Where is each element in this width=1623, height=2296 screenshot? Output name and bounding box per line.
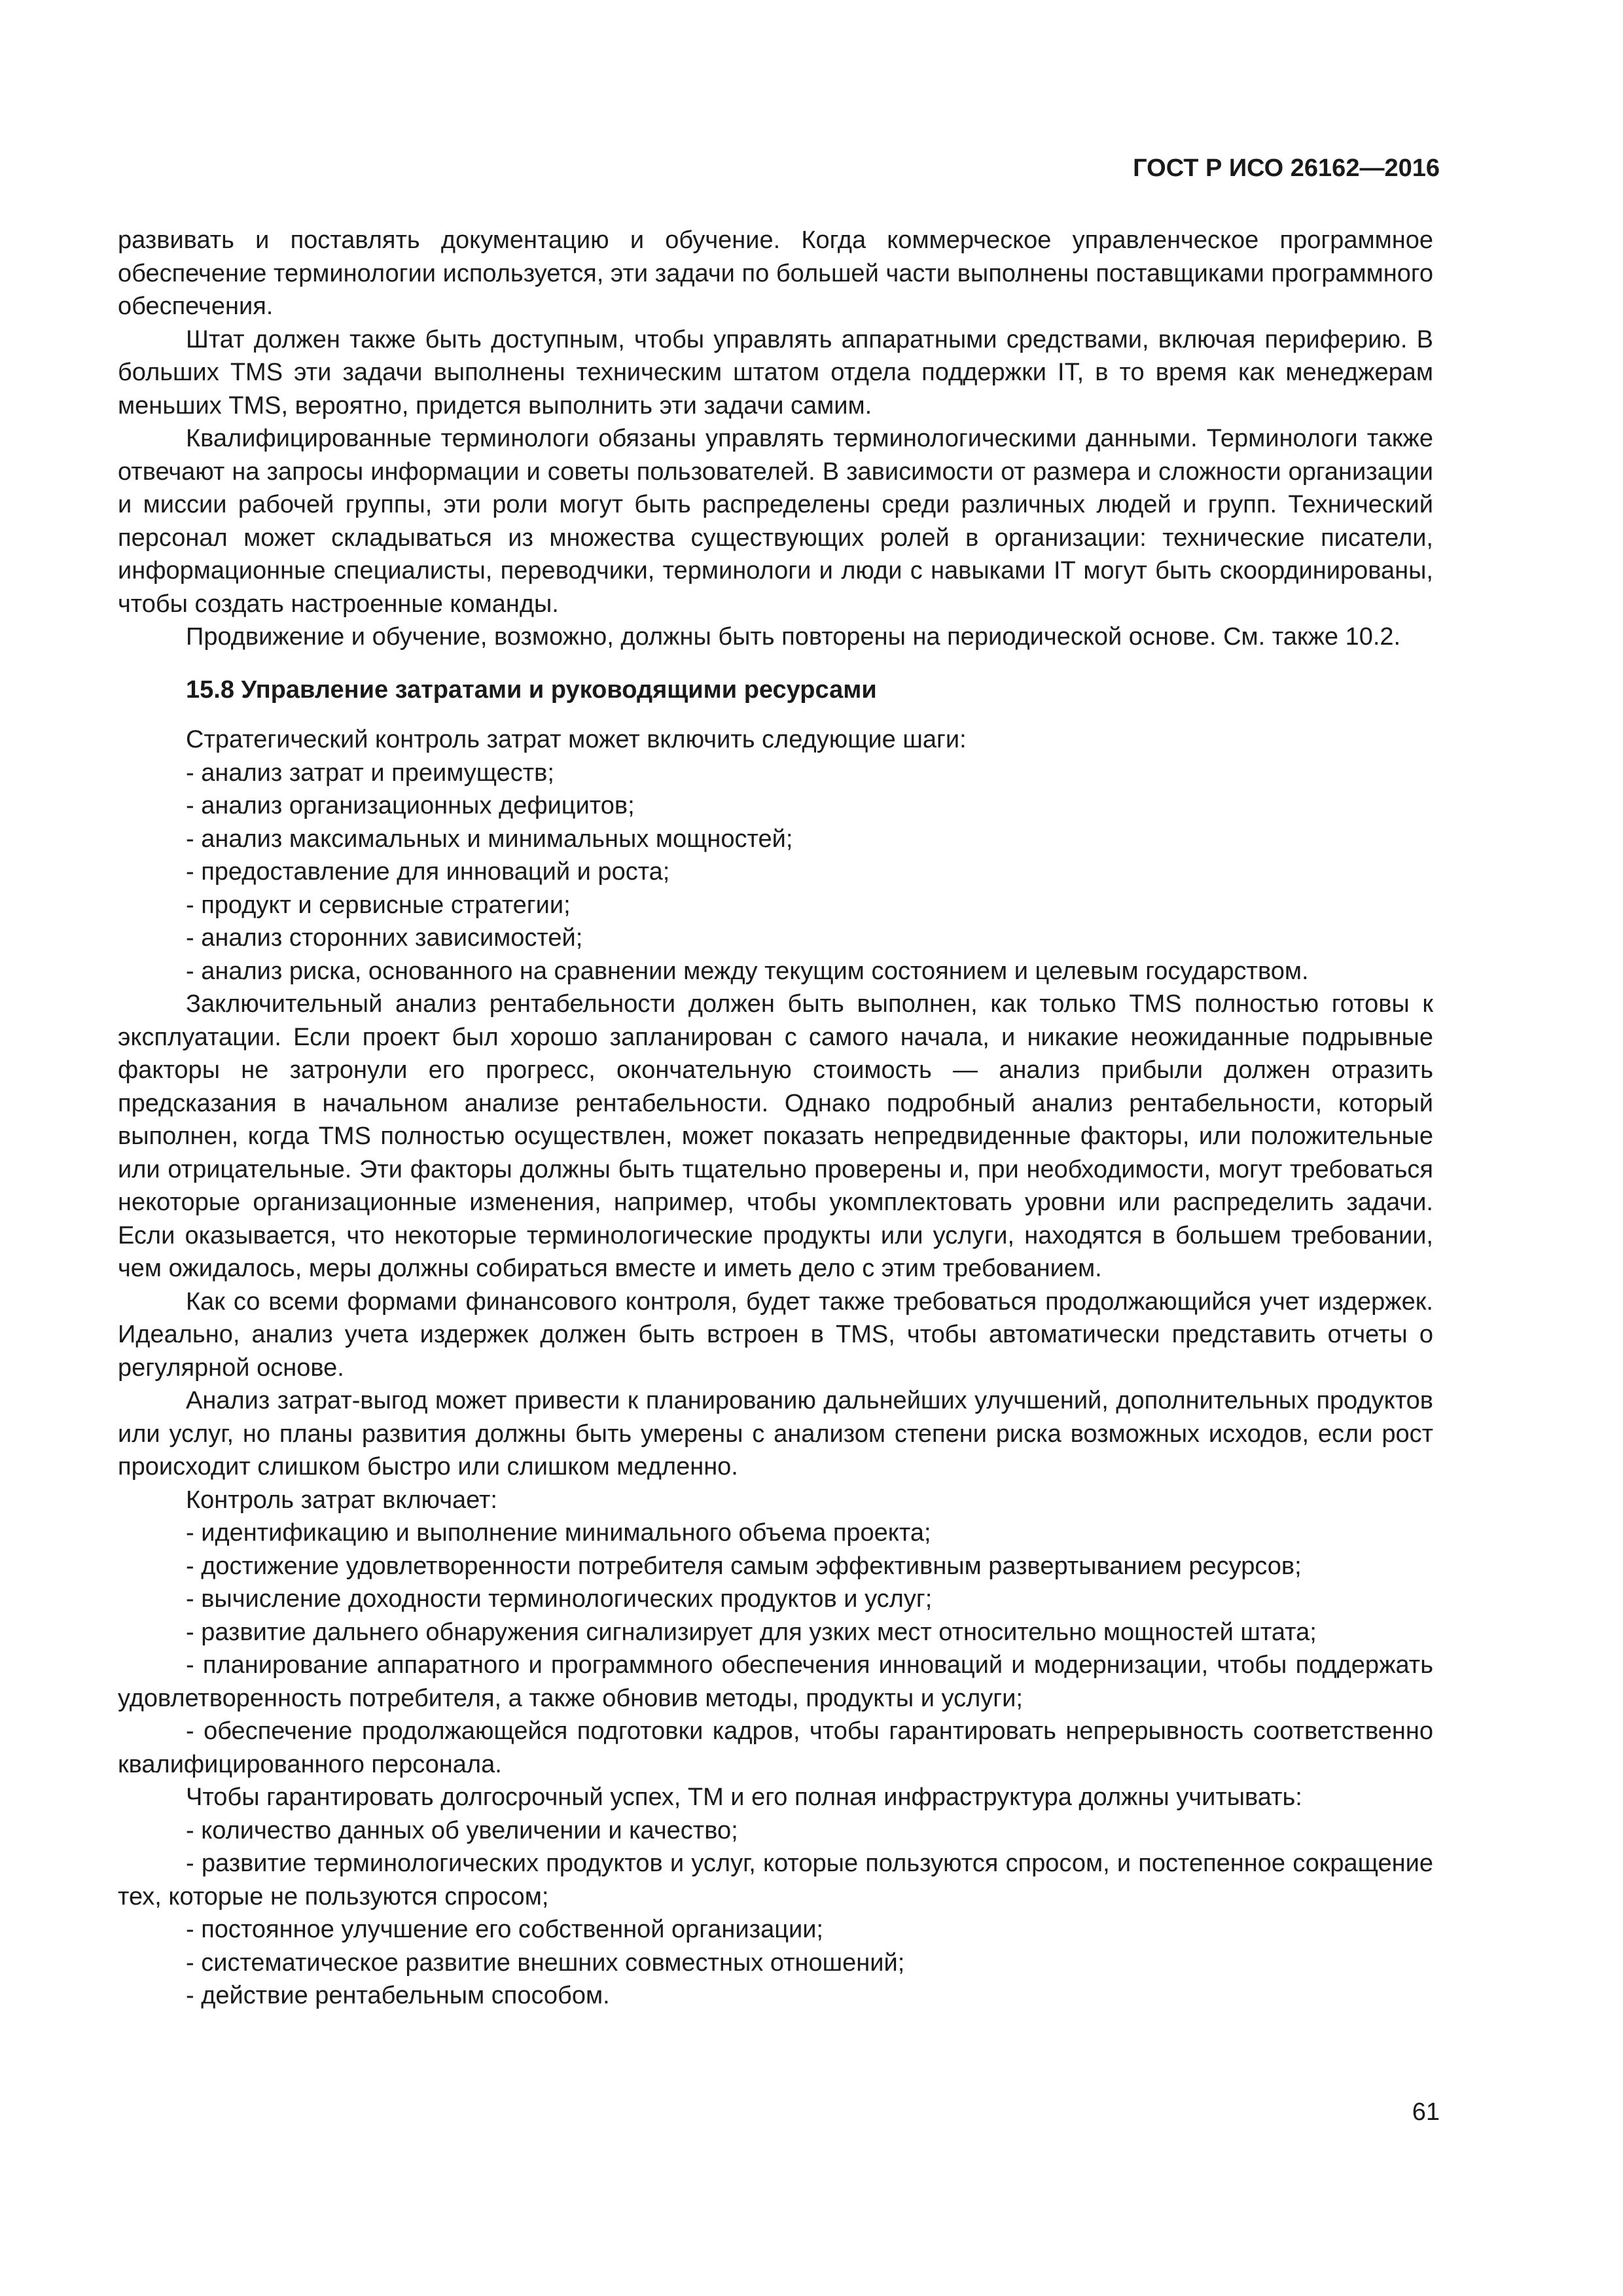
paragraph: Штат должен также быть доступным, чтобы управлять аппаратными средствами, включая периферию. В больших TMS эти задачи выполнены техническим штатом отдела поддержки IT, в то время как менеджерам меньших TMS, вероятно, придется выполнить эти задачи самим. xyxy=(118,325,1433,420)
section-body xyxy=(118,723,1433,2013)
list-item: - вычисление доходности терминологических продуктов и услуг; xyxy=(186,1585,933,1613)
document-id: ГОСТ Р ИСО 26162—2016 xyxy=(1133,154,1440,182)
list-item: - анализ сторонних зависимостей; xyxy=(186,924,583,952)
list-item: - обеспечение продолжающейся подготовки кадров, чтобы гарантировать непрерывность соответственно квалифицированного персонала. xyxy=(118,1717,1433,1778)
list-item: - планирование аппаратного и программного обеспечения инноваций и модернизации, чтобы поддержать удовлетворенность потребителя, а также обновив методы, продукты и услуги; xyxy=(118,1651,1433,1712)
paragraph: Продвижение и обучение, возможно, должны быть повторены на периодической основе. См. также 10.2. xyxy=(186,623,1401,651)
list-item: - предоставление для инноваций и роста; xyxy=(186,858,670,886)
list-item: - развитие дальнего обнаружения сигнализирует для узких мест относительно мощностей штата; xyxy=(186,1618,1317,1646)
list-item: - развитие терминологических продуктов и услуг, которые пользуются спросом, и постепенное сокращение тех, которые не пользуются спросом; xyxy=(118,1850,1433,1910)
paragraph: Заключительный анализ рентабельности должен быть выполнен, как только TMS полностью готовы к эксплуатации. Если проект был хорошо запланирован с самого начала, и никакие неожиданные подрывные факторы не затронули его прогресс, окончательную стоимость — анализ прибыли должен отразить предсказания в начальном анализе рентабельности. Однако подробный анализ рентабельности, который выполнен, когда TMS полностью осуществлен, может показать непредвиденные факторы, или положительные или отрицательные. Эти факторы должны быть тщательно проверены и, при необходимости, могут требоваться некоторые организационные изменения, например, чтобы укомплектовать уровни или распределить задачи. Если оказывается, что некоторые терминологические продукты или услуги, находятся в большем требовании, чем ожидалось, меры должны собираться вместе и иметь дело с этим требованием. xyxy=(118,990,1433,1282)
section-heading: 15.8 Управление затратами и руководящими ресурсами xyxy=(186,675,877,704)
list-item: - анализ риска, основанного на сравнении между текущим состоянием и целевым государством. xyxy=(186,957,1309,985)
paragraph: Как со всеми формами финансового контроля, будет также требоваться продолжающийся учет издержек. Идеально, анализ учета издержек должен быть встроен в TMS, чтобы автоматически представить отчеты о регулярной основе. xyxy=(118,1287,1433,1382)
list-item: - анализ организационных дефицитов; xyxy=(186,792,635,819)
page-content xyxy=(118,224,1433,2013)
list-item: - анализ затрат и преимуществ; xyxy=(186,759,554,787)
intro-block xyxy=(118,224,1433,654)
list-item: - количество данных об увеличении и качество; xyxy=(186,1816,738,1844)
paragraph: развивать и поставлять документацию и обучение. Когда коммерческое управленческое программное обеспечение терминологии используется, эти задачи по большей части выполнены поставщиками программного обеспечения. xyxy=(118,226,1433,320)
paragraph: Чтобы гарантировать долгосрочный успех, ТМ и его полная инфраструктура должны учитывать: xyxy=(186,1784,1302,1811)
paragraph: Контроль затрат включает: xyxy=(186,1486,497,1514)
list-item: - анализ максимальных и минимальных мощностей; xyxy=(186,825,793,853)
paragraph: Анализ затрат-выгод может привести к планированию дальнейших улучшений, дополнительных продуктов или услуг, но планы развития должны быть умерены с анализом степени риска возможных исходов, если рост происходит слишком быстро или слишком медленно. xyxy=(118,1387,1433,1480)
list-item: - продукт и сервисные стратегии; xyxy=(186,891,571,919)
paragraph: Стратегический контроль затрат может включить следующие шаги: xyxy=(186,726,967,753)
paragraph: Квалифицированные терминологи обязаны управлять терминологическими данными. Терминологи также отвечают на запросы информации и советы пользователей. В зависимости от размера и сложности организации и миссии рабочей группы, эти роли могут быть распределены среди различных людей и групп. Технический персонал может складываться из множества существующих ролей в организации: технические писатели, информационные специалисты, переводчики, терминологи и люди с навыками IT могут быть скоординированы, чтобы создать настроенные команды. xyxy=(118,425,1433,618)
list-item: - идентификацию и выполнение минимального объема проекта; xyxy=(186,1519,931,1547)
list-item: - достижение удовлетворенности потребителя самым эффективным развертыванием ресурсов; xyxy=(186,1552,1302,1580)
list-item: - постоянное улучшение его собственной организации; xyxy=(186,1916,823,1943)
page-number: 61 xyxy=(1412,2098,1440,2126)
list-item: - систематическое развитие внешних совместных отношений; xyxy=(186,1948,905,1977)
list-item: - действие рентабельным способом. xyxy=(186,1982,610,2009)
